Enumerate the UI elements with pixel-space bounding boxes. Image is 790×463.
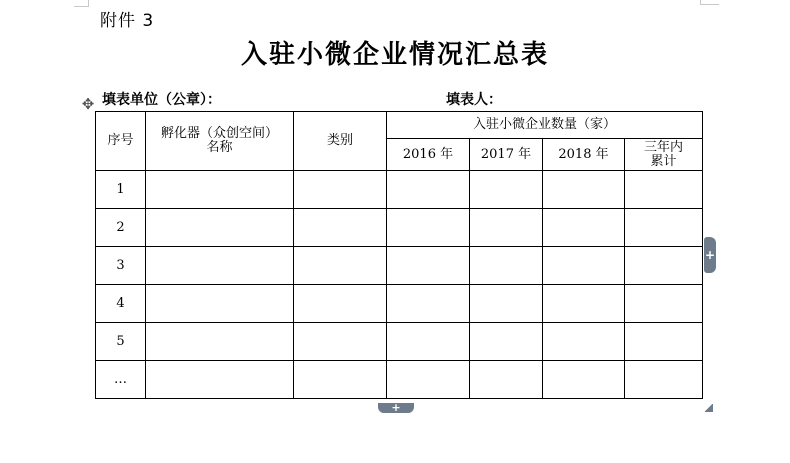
summary-table xyxy=(95,111,703,399)
cell-2017[interactable] xyxy=(470,247,543,285)
header-incubator-line2: 名称 xyxy=(206,140,233,155)
header-year-2016: 2016 年 xyxy=(387,139,470,171)
cell-2016[interactable] xyxy=(387,209,470,247)
add-column-button[interactable]: + xyxy=(704,237,716,273)
cell-2018[interactable] xyxy=(543,323,625,361)
filling-unit-label: 填表单位（公章）： xyxy=(102,92,221,108)
cell-cumulative[interactable] xyxy=(625,285,703,323)
header-incubator-name xyxy=(146,112,294,171)
header-enterprise-count: 入驻小微企业数量（家） xyxy=(387,112,703,139)
document-title: 入驻小微企业情况汇总表 xyxy=(240,40,549,70)
cell-2018[interactable] xyxy=(543,285,625,323)
table-row xyxy=(96,247,703,285)
cell-incubator-name[interactable] xyxy=(146,171,294,209)
cell-incubator-name[interactable] xyxy=(146,247,294,285)
row-serial: … xyxy=(96,361,146,399)
cell-2016[interactable] xyxy=(387,285,470,323)
cell-2016[interactable] xyxy=(387,171,470,209)
cell-2017[interactable] xyxy=(470,209,543,247)
cell-cumulative[interactable] xyxy=(625,247,703,285)
cell-category[interactable] xyxy=(294,323,387,361)
cell-category[interactable] xyxy=(294,209,387,247)
cell-2016[interactable] xyxy=(387,361,470,399)
header-cumulative-line2: 累计 xyxy=(650,153,677,169)
cell-category[interactable] xyxy=(294,247,387,285)
cell-cumulative[interactable] xyxy=(625,209,703,247)
cell-2018[interactable] xyxy=(543,209,625,247)
cell-2018[interactable] xyxy=(543,247,625,285)
row-serial: 5 xyxy=(96,323,146,361)
table-row xyxy=(96,361,703,399)
cell-2016[interactable] xyxy=(387,247,470,285)
cell-2017[interactable] xyxy=(470,285,543,323)
cell-cumulative[interactable] xyxy=(625,171,703,209)
cell-category[interactable] xyxy=(294,285,387,323)
cell-incubator-name[interactable] xyxy=(146,323,294,361)
cell-cumulative[interactable] xyxy=(625,323,703,361)
header-year-2018: 2018 年 xyxy=(543,139,625,171)
cell-2017[interactable] xyxy=(470,361,543,399)
cell-category[interactable] xyxy=(294,361,387,399)
header-serial: 序号 xyxy=(96,112,146,171)
row-serial: 2 xyxy=(96,209,146,247)
header-incubator-line1: 孵化器（众创空间） xyxy=(160,126,278,141)
page-corner-mark-right xyxy=(700,0,719,5)
cell-cumulative[interactable] xyxy=(625,361,703,399)
row-serial: 1 xyxy=(96,171,146,209)
table-move-handle-icon[interactable]: ✥ xyxy=(81,95,95,113)
cell-2018[interactable] xyxy=(543,171,625,209)
filler-label: 填表人： xyxy=(446,92,502,108)
cell-2016[interactable] xyxy=(387,323,470,361)
page-corner-mark-left xyxy=(74,0,89,7)
table-row xyxy=(96,323,703,361)
table-row xyxy=(96,209,703,247)
header-cumulative xyxy=(625,139,703,171)
cell-2018[interactable] xyxy=(543,361,625,399)
header-category: 类别 xyxy=(294,112,387,171)
cell-incubator-name[interactable] xyxy=(146,209,294,247)
cell-2017[interactable] xyxy=(470,323,543,361)
table-row xyxy=(96,285,703,323)
cell-incubator-name[interactable] xyxy=(146,285,294,323)
table-row xyxy=(96,171,703,209)
row-serial: 3 xyxy=(96,247,146,285)
row-serial: 4 xyxy=(96,285,146,323)
cell-2017[interactable] xyxy=(470,171,543,209)
header-year-2017: 2017 年 xyxy=(470,139,543,171)
add-row-button[interactable]: + xyxy=(378,403,414,413)
table-resize-handle-icon[interactable] xyxy=(705,404,713,412)
header-cumulative-line1: 三年内 xyxy=(643,139,683,155)
cell-category[interactable] xyxy=(294,171,387,209)
attachment-label: 附件 3 xyxy=(100,11,155,31)
cell-incubator-name[interactable] xyxy=(146,361,294,399)
